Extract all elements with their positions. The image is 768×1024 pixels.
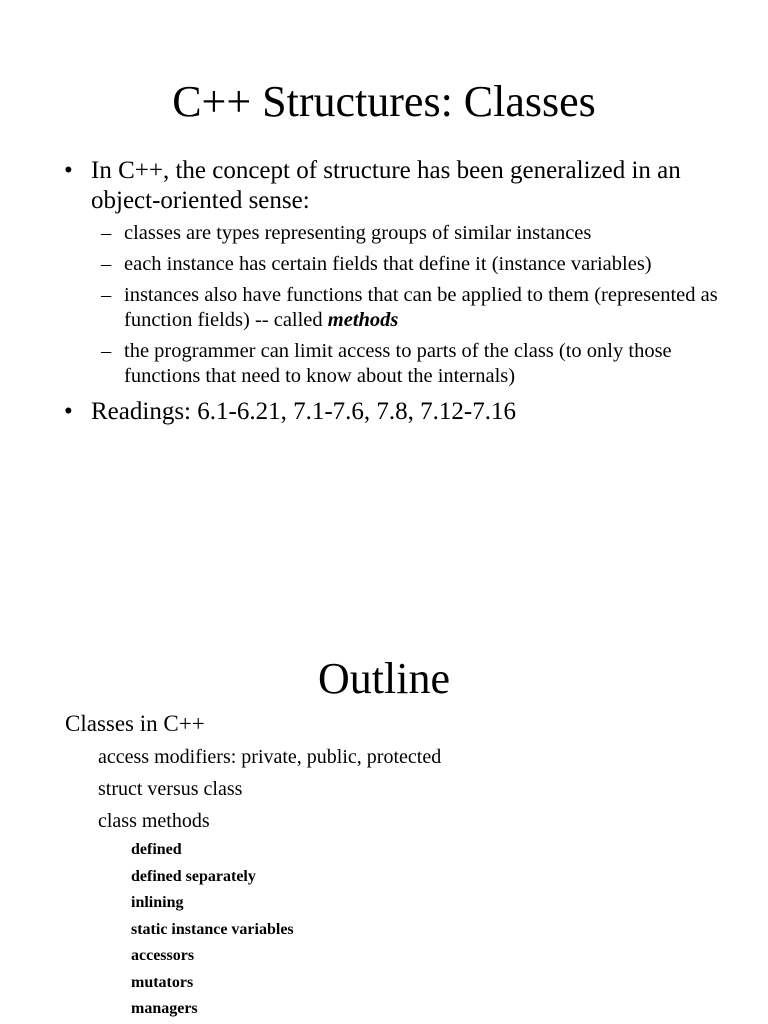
outline-subitem: inlining (131, 894, 184, 911)
outline-item: struct versus class (98, 778, 243, 800)
sub-bullet-text: classes are types representing groups of similar instances (124, 222, 592, 244)
sub-bullet-text: each instance has certain fields that define it (instance variables) (124, 253, 652, 275)
outline-subitem: static instance variables (131, 920, 294, 938)
sub-bullet-item (0, 339, 768, 389)
slide-title: C++ Structures: Classes (172, 77, 596, 126)
bullet-marker: • (64, 398, 73, 425)
outline-subitem: defined separately (131, 867, 256, 885)
sub-bullet-item (0, 221, 768, 246)
outline-item: class methods (98, 810, 210, 832)
sub-bullet-marker: – (101, 284, 112, 306)
sub-bullet-text: the programmer can limit access to parts of the class (to only those functions that need to know about the internals) (124, 340, 672, 387)
outline-subitem: defined (131, 841, 182, 858)
sub-bullet-item (0, 283, 768, 333)
outline-item: access modifiers: private, public, protected (98, 746, 442, 768)
bullet-text: In C++, the concept of structure has been generalized in an object-oriented sense: (91, 157, 681, 214)
sub-bullet-marker: – (101, 340, 112, 362)
emphasis-methods: methods (327, 309, 399, 331)
sub-bullet-marker: – (101, 253, 112, 275)
bullet-item (0, 156, 768, 216)
sub-bullet-text (124, 284, 718, 331)
slide-title: Outline (318, 654, 450, 703)
sub-bullet-text-plain: instances also have functions that can be applied to them (represented as function fields) -- called (124, 284, 718, 331)
bullet-item (0, 397, 768, 427)
bullet-list (0, 156, 768, 427)
sub-bullet-marker: – (101, 222, 112, 244)
outline-subitem: mutators (131, 973, 194, 991)
sub-bullet-item (0, 252, 768, 277)
outline-subitem: accessors (131, 947, 195, 964)
bullet-text: Readings: 6.1-6.21, 7.1-7.6, 7.8, 7.12-7.16 (91, 398, 516, 425)
outline-heading: Classes in C++ (65, 711, 205, 736)
bullet-marker: • (64, 157, 73, 184)
outline-list (0, 710, 768, 1019)
slide-outline (0, 512, 768, 1024)
outline-subitem: managers (131, 1000, 198, 1017)
